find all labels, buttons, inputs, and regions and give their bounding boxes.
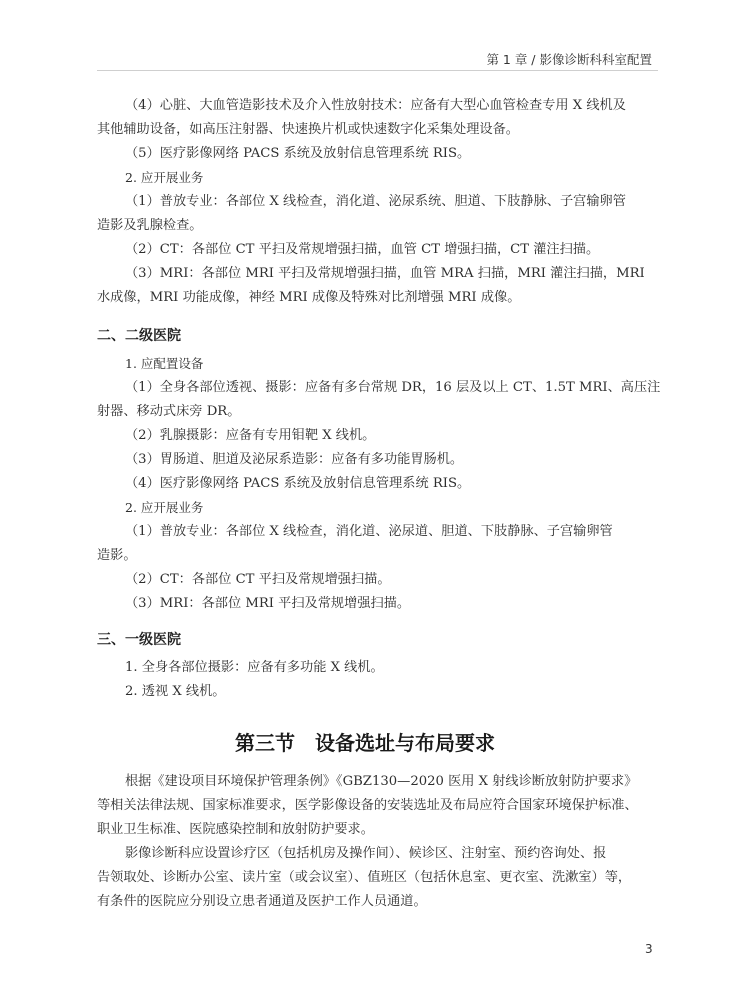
paragraph-line: （3）胃肠道、胆道及泌尿系造影：应备有多功能胃肠机。 bbox=[125, 452, 464, 467]
subheading: 2. 应开展业务 bbox=[125, 500, 204, 515]
paragraph-line: （1）普放专业：各部位 X 线检查，消化道、泌尿系统、胆道、下肢静脉、子宫输卵管 bbox=[125, 194, 626, 209]
paragraph-line: （2）乳腺摄影：应备有专用钼靶 X 线机。 bbox=[125, 428, 376, 443]
paragraph-line: （3）MRI：各部位 MRI 平扫及常规增强扫描，血管 MRA 扫描，MRI 灌注扫描，MRI bbox=[125, 266, 645, 281]
paragraph-line: 造影及乳腺检查。 bbox=[97, 218, 203, 233]
paragraph-line: （3）MRI：各部位 MRI 平扫及常规增强扫描。 bbox=[125, 596, 411, 611]
section-title: 第三节 设备选址与布局要求 bbox=[235, 731, 495, 755]
subheading: 2. 应开展业务 bbox=[125, 170, 204, 185]
paragraph-line: 造影。 bbox=[97, 548, 137, 563]
paragraph-line: （4）心脏、大血管造影技术及介入性放射技术：应备有大型心血管检查专用 X 线机及 bbox=[125, 98, 626, 113]
paragraph-line: （2）CT：各部位 CT 平扫及常规增强扫描，血管 CT 增强扫描，CT 灌注扫描。 bbox=[125, 242, 600, 257]
running-header bbox=[97, 48, 658, 71]
section-heading: 三、一级医院 bbox=[97, 632, 181, 648]
paragraph-line: （4）医疗影像网络 PACS 系统及放射信息管理系统 RIS。 bbox=[125, 476, 471, 491]
paragraph-line: 告领取处、诊断办公室、读片室（或会议室）、值班区（包括休息室、更衣室、洗漱室）等， bbox=[97, 870, 632, 885]
paragraph-line: 等相关法律法规、国家标准要求，医学影像设备的安装选址及布局应符合国家环境保护标准、 bbox=[97, 798, 638, 813]
paragraph-line: 射器、移动式床旁 DR。 bbox=[97, 404, 241, 419]
paragraph-line: 水成像，MRI 功能成像，神经 MRI 成像及特殊对比剂增强 MRI 成像。 bbox=[97, 290, 521, 305]
paragraph-line: 其他辅助设备，如高压注射器、快速换片机或快速数字化采集处理设备。 bbox=[97, 122, 519, 137]
paragraph-line: 2. 透视 X 线机。 bbox=[125, 684, 226, 699]
section-heading: 二、二级医院 bbox=[97, 328, 181, 344]
paragraph-line: 根据《建设项目环境保护管理条例》《GBZ130—2020 医用 X 射线诊断放射防护要求》 bbox=[125, 774, 638, 789]
chapter-title: 第 1 章 / 影像诊断科科室配置 bbox=[486, 52, 652, 67]
paragraph-line: （5）医疗影像网络 PACS 系统及放射信息管理系统 RIS。 bbox=[125, 146, 471, 161]
paragraph-line: 影像诊断科应设置诊疗区（包括机房及操作间）、候诊区、注射室、预约咨询处、报 bbox=[125, 846, 607, 861]
paragraph-line: （1）全身各部位透视、摄影：应备有多台常规 DR，16 层及以上 CT、1.5T MRI、高压注 bbox=[125, 380, 661, 395]
paragraph-line: 有条件的医院应分别设立患者通道及医护工作人员通道。 bbox=[97, 894, 427, 909]
paragraph-line: 职业卫生标准、医院感染控制和放射防护要求。 bbox=[97, 822, 374, 837]
paragraph-line: （1）普放专业：各部位 X 线检查，消化道、泌尿道、胆道、下肢静脉、子宫输卵管 bbox=[125, 524, 613, 539]
page-number: 3 bbox=[645, 942, 653, 956]
paragraph-line: 1. 全身各部位摄影：应备有多功能 X 线机。 bbox=[125, 660, 384, 675]
subheading: 1. 应配置设备 bbox=[125, 356, 204, 371]
paragraph-line: （2）CT：各部位 CT 平扫及常规增强扫描。 bbox=[125, 572, 391, 587]
